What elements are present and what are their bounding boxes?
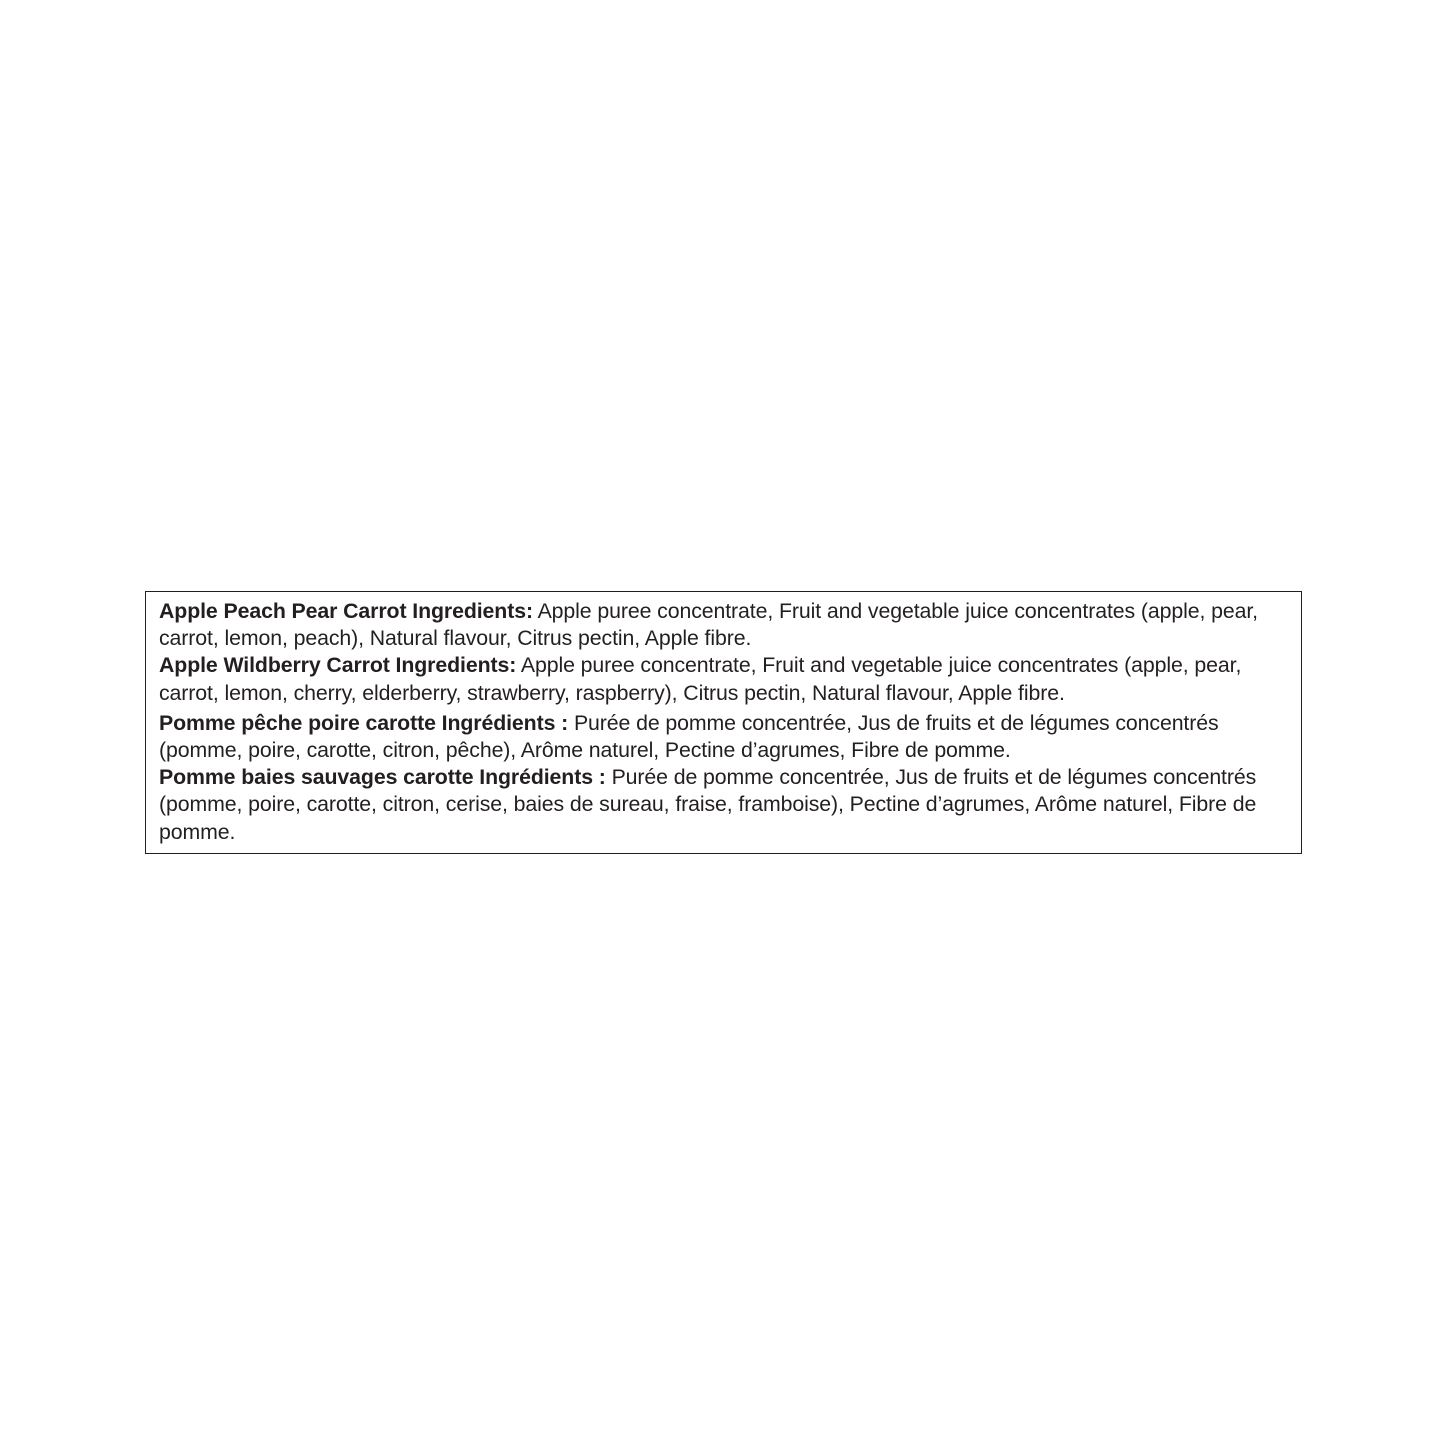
ingredients-en-apple-peach-pear-carrot (159, 598, 1293, 652)
ingredients-fr-pomme-baies-sauvages-carotte (159, 764, 1293, 846)
ingredients-list: Purée de pomme concentrée, Jus de fruits et de légumes concentrés (pomme, poire, carotte, citron, cerise, baies de sureau, fraise, framboise), Pectine d’agrumes, Arôme naturel, Fibre de pomme. (159, 765, 1257, 844)
ingredients-fr-pomme-peche-poire-carotte (159, 710, 1293, 764)
ingredients-panel (145, 591, 1302, 854)
ingredients-heading: Apple Wildberry Carrot Ingredients: (159, 653, 517, 678)
ingredients-heading: Pomme baies sauvages carotte Ingrédients : (159, 765, 606, 790)
ingredients-list: Purée de pomme concentrée, Jus de fruits et de légumes concentrés (pomme, poire, carotte, citron, pêche), Arôme naturel, Pectine d’agrumes, Fibre de pomme. (159, 710, 1219, 763)
ingredients-heading: Apple Peach Pear Carrot Ingredients: (159, 599, 533, 623)
ingredients-heading: Pomme pêche poire carotte Ingrédients : (159, 710, 569, 735)
ingredients-en-apple-wildberry-carrot (159, 652, 1293, 706)
ingredients-list: Apple puree concentrate, Fruit and vegetable juice concentrates (apple, pear, carrot, lemon, peach), Natural flavour, Citrus pectin, Apple fibre. (159, 599, 1258, 651)
ingredients-list: Apple puree concentrate, Fruit and vegetable juice concentrates (apple, pear, carrot, lemon, cherry, elderberry, strawberry, raspberry), Citrus pectin, Natural flavour, Apple fibre. (159, 653, 1242, 705)
